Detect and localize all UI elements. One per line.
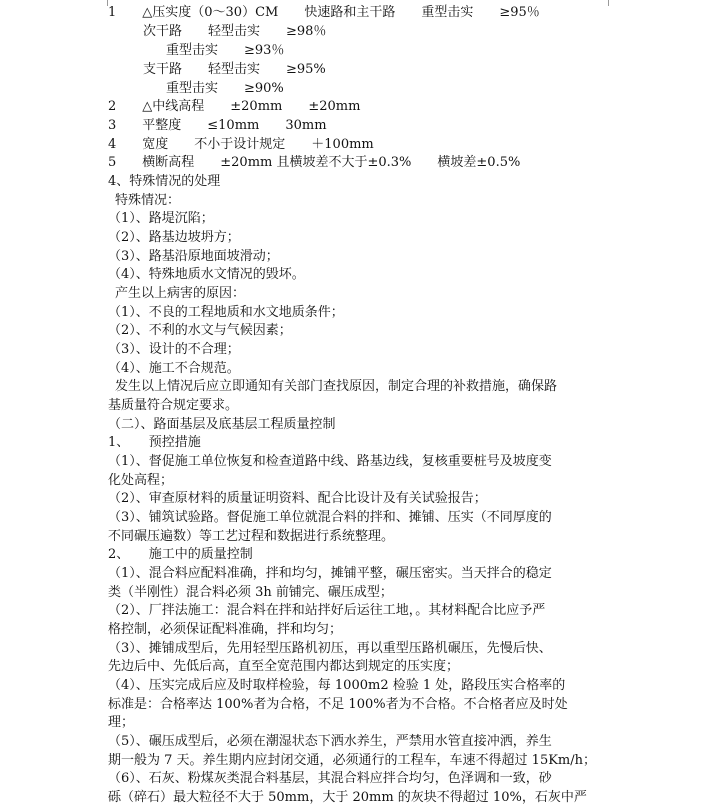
list-item: （2）、路基边坡坍方； (108, 230, 240, 245)
paragraph-line: 发生以上情况后应立即通知有关部门查找原因，制定合理的补救措施，确保路 (115, 379, 558, 394)
list-item: （2）、不利的水文与气候因素； (108, 323, 292, 338)
table-row-cross-section: 5 横断高程 ±20mm 且横坡差不大于±0.3% 横坡差±0.5% (108, 155, 521, 170)
list-item: （3）、摊铺成型后，先用轻型压路机初压，再以重型压路机碾压，先慢后快、 (108, 641, 552, 656)
paragraph-line: 基质量符合规定要求。 (108, 398, 239, 413)
list-item: （1）、不良的工程地质和水文地质条件； (108, 305, 344, 320)
list-item-continuation: 期一般为 7 天。养生期内应封闭交通，必须通行的工程车，车速不得超过 15Km/h； (108, 753, 597, 768)
list-item: （4）、特殊地质水文情况的毁坏。 (108, 267, 305, 282)
table-row-branch-road: 支干路 轻型击实 ≥95% (143, 62, 326, 77)
subsection-heading-construction-control: 2、 施工中的质量控制 (108, 547, 253, 562)
list-item: （3）、路基沿原地面坡滑动； (108, 249, 279, 264)
list-item: （2）、厂拌法施工：混合料在拌和站拌好后运往工地，。其材料配合比应予严 (108, 603, 546, 618)
list-item-continuation: 不同碾压遍数）等工艺过程和数据进行系统整理。 (108, 529, 395, 544)
section-heading-pavement-base: （二）、路面基层及底基层工程质量控制 (108, 417, 336, 432)
list-item: （1）、路堤沉陷； (108, 211, 214, 226)
table-row-centerline-elevation: 2 △中线高程 ±20mm ±20mm (108, 99, 361, 114)
list-item: （5）、碾压成型后，必须在潮湿状态下洒水养生，严禁用水管直接冲洒，养生 (108, 734, 552, 749)
list-item: （4）、压实完成后应及时取样检验，每 1000m2 检验 1 处，路段压实合格率的 (108, 678, 566, 693)
list-item-continuation: 砾（碎石）最大粒径不大于 50mm，大于 20mm 的灰块不得超过 10%，石灰中严 (108, 790, 587, 805)
list-item: （2）、审查原材料的质量证明资料、配合比设计及有关试验报告； (108, 491, 487, 506)
list-item: （3）、设计的不合理； (108, 342, 240, 357)
list-item-continuation: 理； (108, 715, 135, 730)
list-item-continuation: 化处高程； (108, 473, 174, 488)
list-item: （6）、石灰、粉煤灰类混合料基层，其混合料应拌合均匀，色泽调和一致，砂 (108, 771, 552, 786)
section-heading-special-cases: 4、特殊情况的处理 (108, 174, 221, 189)
list-item: （1）、混合料应配料准确，拌和均匀，摊铺平整，碾压密实。当天拌合的稳定 (108, 566, 552, 581)
table-row-width: 4 宽度 不小于设计规定 ＋100mm (108, 137, 374, 152)
list-item: （1）、督促施工单位恢复和检查道路中线、路基边线，复核重要桩号及坡度变 (108, 454, 552, 469)
table-row-heavy-compaction-93: 重型击实 ≥93％ (166, 43, 285, 58)
list-item: （3）、铺筑试验路。督促施工单位就混合料的拌和、摊铺、压实（不同厚度的 (108, 510, 552, 525)
list-item-continuation: 类（半刚性）混合料必须 3h 前铺完、碾压成型； (108, 585, 393, 600)
table-row-flatness: 3 平整度 ≤10mm 30mm (108, 118, 327, 133)
margin-corner-mark-right (608, 0, 621, 6)
table-row-heavy-compaction-90: 重型击实 ≥90% (166, 81, 284, 96)
margin-corner-mark-left (95, 0, 108, 6)
list-item-continuation: 先边后中、先低后高，直至全宽范围内都达到规定的压实度； (108, 659, 460, 674)
list-item-continuation: 标准是：合格率达 100%者为合格，不足 100%者为不合格。不合格者应及时处 (108, 697, 568, 712)
table-row-secondary-road: 次干路 轻型击实 ≥98％ (143, 24, 327, 39)
subsection-heading-precontrol: 1、 预控措施 (108, 435, 201, 450)
table-row-compaction: 1 △压实度（0～30）CM 快速路和主干路 重型击实 ≥95％ (108, 5, 540, 20)
paragraph-label: 特殊情况： (115, 193, 181, 208)
paragraph-label: 产生以上病害的原因： (115, 286, 246, 301)
list-item-continuation: 格控制，必须保证配料准确，拌和均匀； (108, 622, 343, 637)
list-item: （4）、施工不合规范。 (108, 361, 240, 376)
